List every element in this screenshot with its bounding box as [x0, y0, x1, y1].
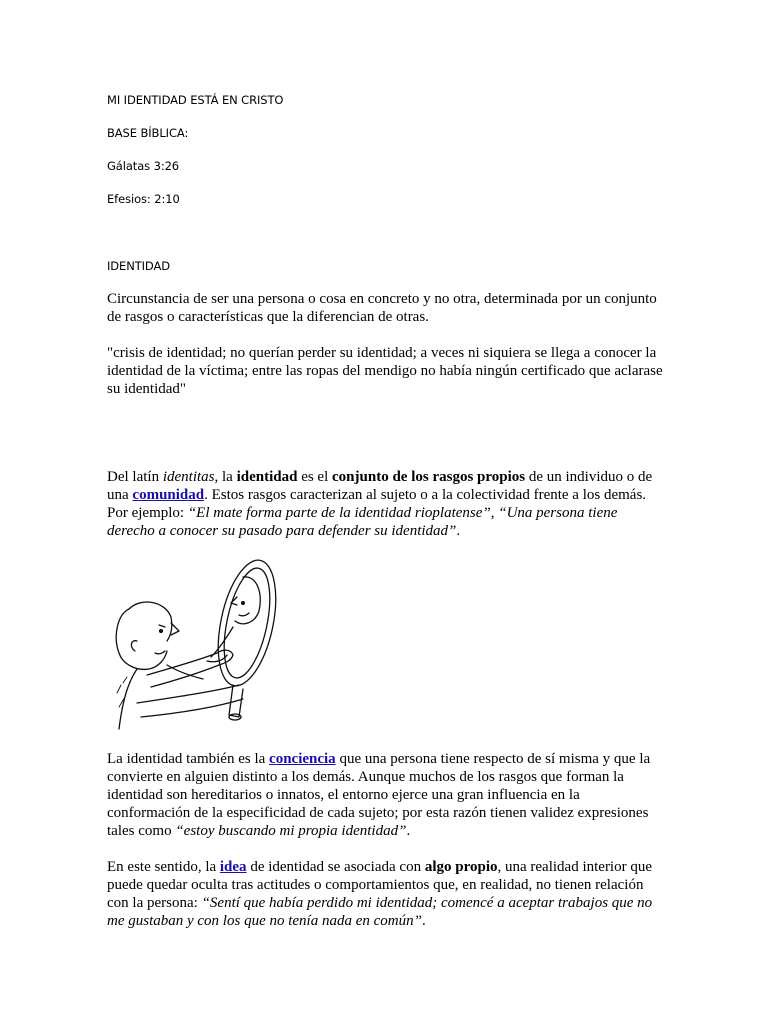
text: . — [406, 823, 411, 839]
latin-term: identitas — [162, 469, 215, 485]
text: . — [421, 913, 426, 929]
example-quotes: “El mate forma parte de la identidad rioplatense”, “Una persona tiene derecho a conocer su pasado para defender su identidad” — [107, 505, 618, 539]
document-title: MI IDENTIDAD ESTÁ EN CRISTO — [107, 93, 284, 107]
conciencia-link[interactable]: conciencia — [269, 751, 336, 767]
latin-origin-paragraph — [107, 468, 663, 540]
quote: “Sentí que había perdido mi identidad; comencé a aceptar trabajos que no me gustaban y con los que no tenía nada en común” — [107, 895, 653, 929]
section-heading: IDENTIDAD — [107, 259, 171, 273]
text: En este sentido, la — [107, 859, 220, 875]
text: de identidad se asociada con — [246, 859, 425, 875]
text: de un individuo o de una — [107, 469, 653, 503]
comunidad-link[interactable]: comunidad — [132, 487, 205, 503]
text: La identidad también es la — [107, 751, 270, 767]
idea-paragraph — [107, 858, 663, 930]
text: . — [456, 523, 461, 539]
conciencia-paragraph — [107, 750, 663, 840]
base-biblica-label: BASE BÍBLICA: — [107, 126, 189, 140]
text: , la — [214, 469, 237, 485]
quote: “estoy buscando mi propia identidad” — [175, 823, 407, 839]
text: que una persona tiene respecto de sí misma y que la convierte en alguien distinto a los demás. Aunque muchos de los rasgos que forman la identidad son hereditarios o innatos, el entorno ejerce una gran influencia en la conformación de la especificidad de cada sujeto; por esta razón tienen validez expresiones tales como — [107, 751, 651, 839]
bible-reference-efesios: Efesios: 2:10 — [107, 192, 180, 206]
text: es el — [297, 469, 333, 485]
bible-reference-galatas: Gálatas 3:26 — [107, 159, 180, 173]
text: . Estos rasgos caracterizan al sujeto o a la colectividad frente a los demás. Por ejemplo: — [107, 487, 647, 521]
text: , una realidad interior que puede quedar oculta tras actitudes o comportamientos que, en realidad, no tienen relación con la persona: — [107, 859, 653, 911]
bold-term: conjunto de los rasgos propios — [332, 469, 526, 485]
example-quote-paragraph: "crisis de identidad; no querían perder su identidad; a veces ni siquiera se llega a conocer la identidad de la víctima; entre las ropas del mendigo no había ningún certificado que aclarase su identidad" — [107, 345, 663, 397]
definition-paragraph: Circunstancia de ser una persona o cosa en concreto y no otra, determinada por un conjunto de rasgos o características que la diferencian de otras. — [107, 291, 657, 325]
mirror-illustration — [107, 557, 287, 731]
idea-link[interactable]: idea — [219, 859, 247, 875]
bold-term: identidad — [236, 469, 298, 485]
text: Del latín — [107, 469, 163, 485]
bold-term: algo propio — [424, 859, 498, 875]
